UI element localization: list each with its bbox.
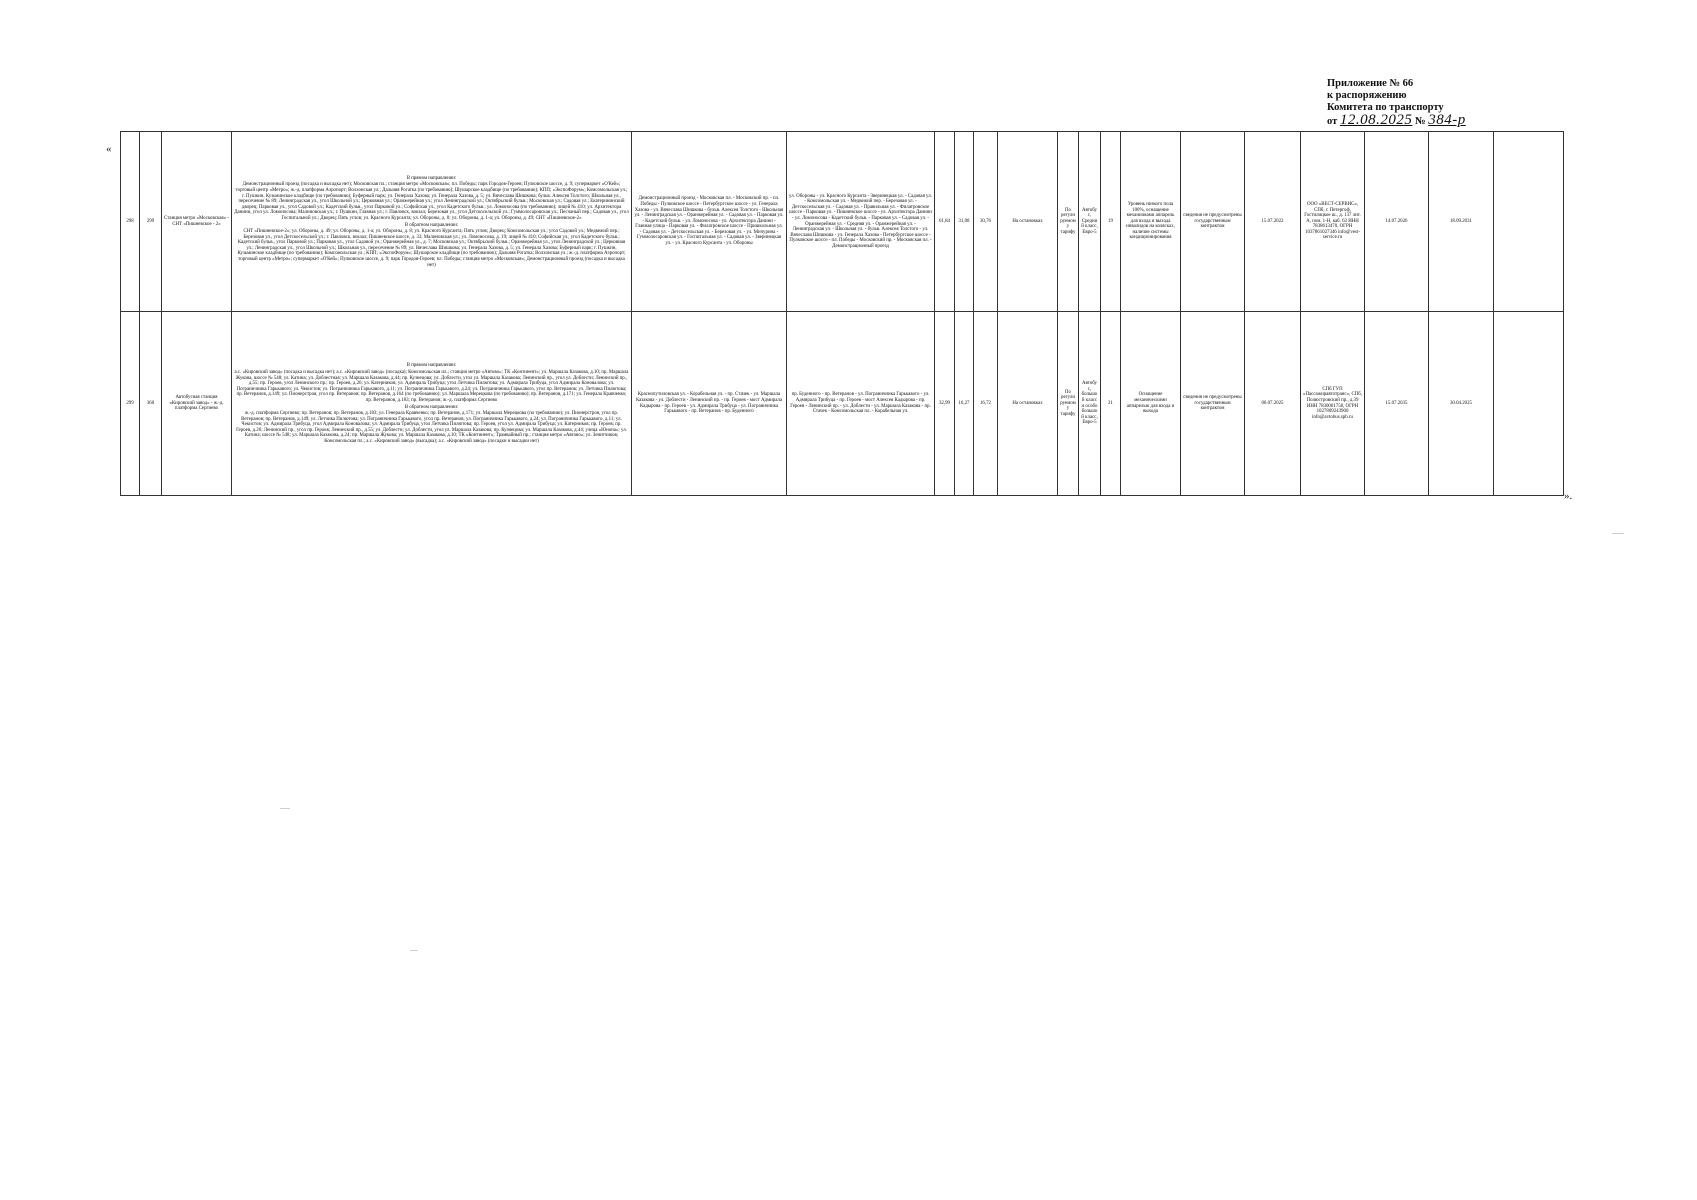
cell-length-forward: 16,27: [955, 312, 974, 496]
stops-forward-title: В прямом направлении:: [406, 175, 457, 181]
cell-number: 299: [121, 312, 140, 496]
stops-back-title: В обратном направлении:: [404, 404, 459, 410]
cell-length-forward: 31,08: [955, 132, 974, 312]
cell-route: 360: [140, 312, 162, 496]
cell-length-back: 30,76: [974, 132, 998, 312]
stops-back: ж.-д. платформа Сергиево; пр. Ветеранов; пр. Ветеранов, д.183; ул. Генерала Кравченко; пр. Ветеранов, д.171; ул. Маршала Мерецкова (по требованию); ул. Пионерстроя, угол пр. Ветеранов; пр. Ветеранов, д.149; ул. Летчика Пилютова; ул. Пограничника Гарькавого, угол пр. Ветеранов; ул. Пограничника Гарькавого, д.24; ул. Пограничника Гарькавого, д.11; ул. Чекистов; ул. Адмирала Трибуца, угол Адмирала Коновалова; ул. Адмирала Трибуца, угол Летчика Пилютова; пр. Героев, угол ул. Адмирала Трибуца; ул. Катерников; пр. Героев; пр. Героев, д.26; Ленинский пр., угол пр. Героев; Ленинский пр., д.55; ул. Доблести; ул. Доблести, угол ул. Маршала Казакова; пр. Кузнецова; ул. Маршала Казакова, д.44; улица «Юнона»; ул. Катина; шоссе № 548; ул. Маршала Казакова, д.24; пр. Маршала Жукова; ул. Маршала Казакова, д.10; ТК «Континент»; Трамвайный пр.; станция метро «Автово»; ул. Зенитчиков; Комсомольская пл.; а.с. «Кировский завод» (высадка); а.с. «Кировский завод» (посадки и высадки нет): [236, 411, 627, 445]
cell-route-name: Автобусная станция «Кировский завод» - ж.-д. платформа Сергиево: [162, 312, 232, 496]
routes-table: [120, 131, 1564, 496]
cell-characteristics: Оснащение механическими аппарелью для входа и выхода: [1121, 312, 1181, 496]
cell-start-date: 15.07.2022: [1245, 132, 1301, 312]
stops-forward-title: В прямом направлении:: [406, 363, 457, 369]
cell-streets-back: пр. Буденного - пр. Ветеранов - ул. Пограничника Гарькавого - ул. Адмирала Трибуца - пр. Героев - мост Алексея Кадырова - пр. Героев - Ленинский пр. - ул. Доблести - ул. Маршала Казакова - пр. Стачек - Комсомольская пл. - Корабельная ул.: [787, 312, 935, 496]
cell-vehicles: Автобус, Средний класс, Евро-5: [1079, 132, 1101, 312]
cell-characteristics: Уровень низкого пола 100%, оснащение механизмами аппарель для входа и выхода инвалидов на колясках, наличие системы кондиционирования: [1121, 132, 1181, 312]
cell-route: 299: [140, 132, 162, 312]
cell-contract-start: 14.07.2026: [1365, 132, 1429, 312]
stops-back-title: В обратном направлении:: [404, 222, 459, 228]
cell-length-total: 32,99: [935, 312, 955, 496]
cell-contract-end: 18.09.2031: [1429, 132, 1494, 312]
stops-back: СНТ «Пишневское-2»; ул. Обороны, д. 49; ул. Обороны, д. 1-а; ул. Обороны, д. 8; ул. Красного Курсанта; Пять углов; Дворец; Комсомольская ул.; угол Садовой ул.; Медвежий пер.; Березовая ул., угол Детскосельской ул.; г. Павловск, вокзал; Пишневское шоссе, д. 33; Малиновская ул.; ул. Ломоносова, д. 19; лицей № 410; Софийская ул., угол Кадетского бульв.; Кадетский бульв., угол Парковой ул.; Парковая ул., угол Садовой ул.; Оранжерейная ул., д. 7; Московская ул.; Октябрьский бульв.; Оранжерейная ул., угол Ленинградской ул.; Церковная ул.; Ленинградская ул., угол Школьной ул.; Школьная ул., пересечение № 89; ул. Вячеслава Шишкова; ул. Генерала Хазова, д. 5; ул. Генерала Хазова; Буферный парк; г. Пушкин, Кузьминское кладбище (по требованию); Комсомольская ул.; КПП; «ЭкспоФорум»; Шушарское кладбище (по требованию); Дальняя Рогатка; Волхонская ул.; ж.-д. платформа Аэропорт; торговый центр «Метро»; супермаркет «О'Кей»; Пулковское шоссе, д. 9; парк Городов-Героев; пл. Победы; станция метро «Московская»; Демонстрационный проезд (посадка и высадка нет): [237, 229, 626, 268]
annex-subtitle: к распоряжению: [1327, 90, 1407, 101]
cell-empty: [1494, 312, 1564, 496]
cell-streets-forward: Демонстрационный проезд - Московская пл. - Московский пр. - пл. Победы - Пулковское шоссе - Петербургское шоссе - ул. Генерала Хазова - ул. Вячеслава Шишкова - бульв. Алексея Толстого - Школьная ул. - Ленинградская ул. - Оранжерейная ул. - Садовая ул. - Парковая ул. - Кадетский бульв. - ул. Ломоносова - ул. Архитектора Данини - Главная улица - Парковая ул. - Филатровское шоссе - Пришкольная ул. - Садовая ул. - Детскосельская ул. - Березовая ул. - ул. Мичурина - Гуммолосаровская ул. - Госпитальная ул. - Садовая ул. - Зверинецкая ул. - ул. Красного Курсанта - ул. Обороны: [632, 132, 787, 312]
cell-length-total: 61,84: [935, 132, 955, 312]
number-prefix: №: [1415, 116, 1426, 127]
table-row: [121, 312, 1564, 496]
cell-route-name: Станция метро «Московская» - СНТ «Пишневское - 2»: [162, 132, 232, 312]
annex-date-line: [1327, 114, 1577, 128]
cell-contract-end: 30.04.2025: [1429, 312, 1494, 496]
cell-start-date: 06.07.2025: [1245, 312, 1301, 496]
scan-artifact: [1612, 533, 1624, 534]
table-row: [121, 132, 1564, 312]
stops-forward: Демонстрационный проезд (посадка и высадка нет); Московская пл.; станция метро «Московская»; пл. Победы; парк Городов-Героев; Пулковское шоссе, д. 9; супермаркет «О'Кей»; торговый центр «Метро»; ж.-д. платформа Аэропорт; Волхонская ул.; Дальняя Рогатка (по требованию); Шушарское кладбище (по требованию); КПП; «ЭкспоФорум»; Комсомольская ул.; г. Пушкин, Кузьминское кладбище (по требованию); Буферный парк; ул. Генерала Хазова; ул. Генерала Хазова, д. 5; ул. Вячеслава Шишкова; бульв. Алексея Толстого; Школьная ул., пересечение № 89; Ленинградская ул., угол Школьной ул.; Церковная ул.; Оранжерейная ул.; угол Ленинградской ул.; Октябрьский бульв.; Московская ул.; Садовая ул.; Екатерининский дворец; Парковая ул., угол Садовой ул.; Кадетский бульв., угол Парковой ул.; Софийская ул., угол Кадетского бульв.; ул. Ломоносова (по требованию); лицей № 410; ул. Архитектора Данини, угол ул. Ломоносова; Малиновская ул.; г. Пушкин, Главная ул.; г. Павловск, вокзал; Березовая ул., угол Детскосельской ул.; Гуммолосаровская ул.; Песчаный пер.; Садовая ул., угол Госпитальной ул.; Дворец; Пять углов; ул. Красного Курсанта; ул. Обороны, д. 8; ул. Обороны, д. 1-а; ул. Обороны, д. 49; СНТ «Пишневское-2»: [234, 182, 629, 221]
cell-number: 298: [121, 132, 140, 312]
scan-artifact: [280, 808, 290, 809]
document-header: [1327, 78, 1577, 128]
number-value: 384-р: [1428, 112, 1466, 128]
date-value: 12.08.2025: [1339, 112, 1413, 128]
stops-forward: а.с. «Кировский завод» (посадка и высадка нет); а.с. «Кировский завод» (посадка); Комсомольская пл.; станция метро «Автово»; ТК «Континент»; ул. Маршала Казакова, д.10; пр. Маршала Жукова, шоссе № 548; ул. Катина; ул. Доблестная; ул. Маршала Казакова, д.44; пр. Кузнецова; ул. Доблести, угол ул. Маршала Казакова; Ленинский пр., угол ул. Доблести; Ленинский пр., д.55; пр. Героев, угол Ленинского пр.; пр. Героев, д.26; ул. Катерников; ул. Адмирала Трибуца; угол Летчика Пилютова; ул. Адмирала Трибуца, угол Адмирала Коновалова; ул. Пограничника Гарькавого; ул. Чекистов; ул. Пограничника Гарькавого, д.11; ул. Пограничника Гарькавого, д.24; ул. Пограничника Гарькавого, угол пр. Ветеранов; ул. Летчика Пилютова; пр. Ветеранов, д.149; ул. Пионерстроя, угол пр. Ветеранов; пр. Ветеранов, д.164 (по требованию); ул. Маршала Мерецкова (по требованию); пр. Ветеранов, д.171; ул. Генерала Кравченко; пр. Ветеранов, д.183; пр. Ветеранов; ж.-д. платформа Сергиево: [234, 369, 629, 403]
cell-carrier: СПб ГУП «Пассажиравтотранс», СПб, Полюстровский пр., д.39 ИНН 7830001758, ОГРН 1027809243900 info@avtobus.spb.ru: [1301, 312, 1365, 496]
cell-tariff: По регулируемому тарифу: [1058, 132, 1079, 312]
cell-carrier: ООО «ВЕСТ-СЕРВИС», СПб, г. Петергоф, Гостилицкое ш., д. 137 лит. А, пом. 1-Н, каб. 63 ИНН 7838613470, ОГРН 1037861027346 info@vest-service.ru: [1301, 132, 1365, 312]
cell-stops: [232, 312, 632, 496]
closing-quote: ».: [1564, 490, 1573, 502]
cell-stops-order: На остановках: [998, 312, 1058, 496]
scan-artifact: [410, 950, 418, 951]
date-prefix: от: [1327, 116, 1338, 127]
cell-stops: [232, 132, 632, 312]
cell-tariff: По регулируемому тарифу: [1058, 312, 1079, 496]
cell-stops-order: На остановках: [998, 132, 1058, 312]
annex-title: Приложение № 66: [1327, 78, 1414, 89]
opening-quote: «: [106, 143, 112, 155]
cell-empty: [1494, 132, 1564, 312]
annex-committee: Комитета по транспорту: [1327, 102, 1444, 113]
cell-contract-start: 15.07.2035: [1365, 312, 1429, 496]
cell-vehicles: Автобус, большой класс и особо большой класс, Евро-5: [1079, 312, 1101, 496]
cell-streets-back: ул. Обороны - ул. Красного Курсанта - Зверинецкая ул. - Садовая ул. - Комсомольская ул. - Медвежий пер. - Березовая ул. - Детскосельская ул. - Садовая ул. - Правильная ул. - Филатровское шоссе - Парковая ул. - Пишневское шоссе - ул. Архитектора Данини - ул. Ломоносова - Кадетский бульв. - Парковая ул. - Садовая ул. - Оранжерейная ул. - Средняя ул. - Оранжерейная ул. - Ленинградская ул. - Школьная ул. - бульв. Алексея Толстого - ул. Вячеслава Шишкова - ул. Генерала Хазова - Петербургское шоссе - Пулковское шоссе - пл. Победы - Московский пр. - Московская пл. - Демонстрационный проезд: [787, 132, 935, 312]
cell-vehicle-count: 21: [1101, 312, 1121, 496]
cell-length-back: 16,72: [974, 312, 998, 496]
cell-vehicle-count: 19: [1101, 132, 1121, 312]
cell-streets-forward: Краснопутиловская ул. - Корабельная ул. - пр. Стачек - ул. Маршала Казакова - ул. Доблести - Ленинский пр. - пр. Героев - мост Адмирала Кадырова - пр. Героев - ул. Адмирала Трибуца - ул. Пограничника Гарькавого - пр. Ветеранов - пр. Буденного: [632, 312, 787, 496]
cell-legal-basis: сведения не предусмотрены государственным контрактом: [1181, 312, 1245, 496]
cell-legal-basis: сведения не предусмотрены государственным контрактом: [1181, 132, 1245, 312]
